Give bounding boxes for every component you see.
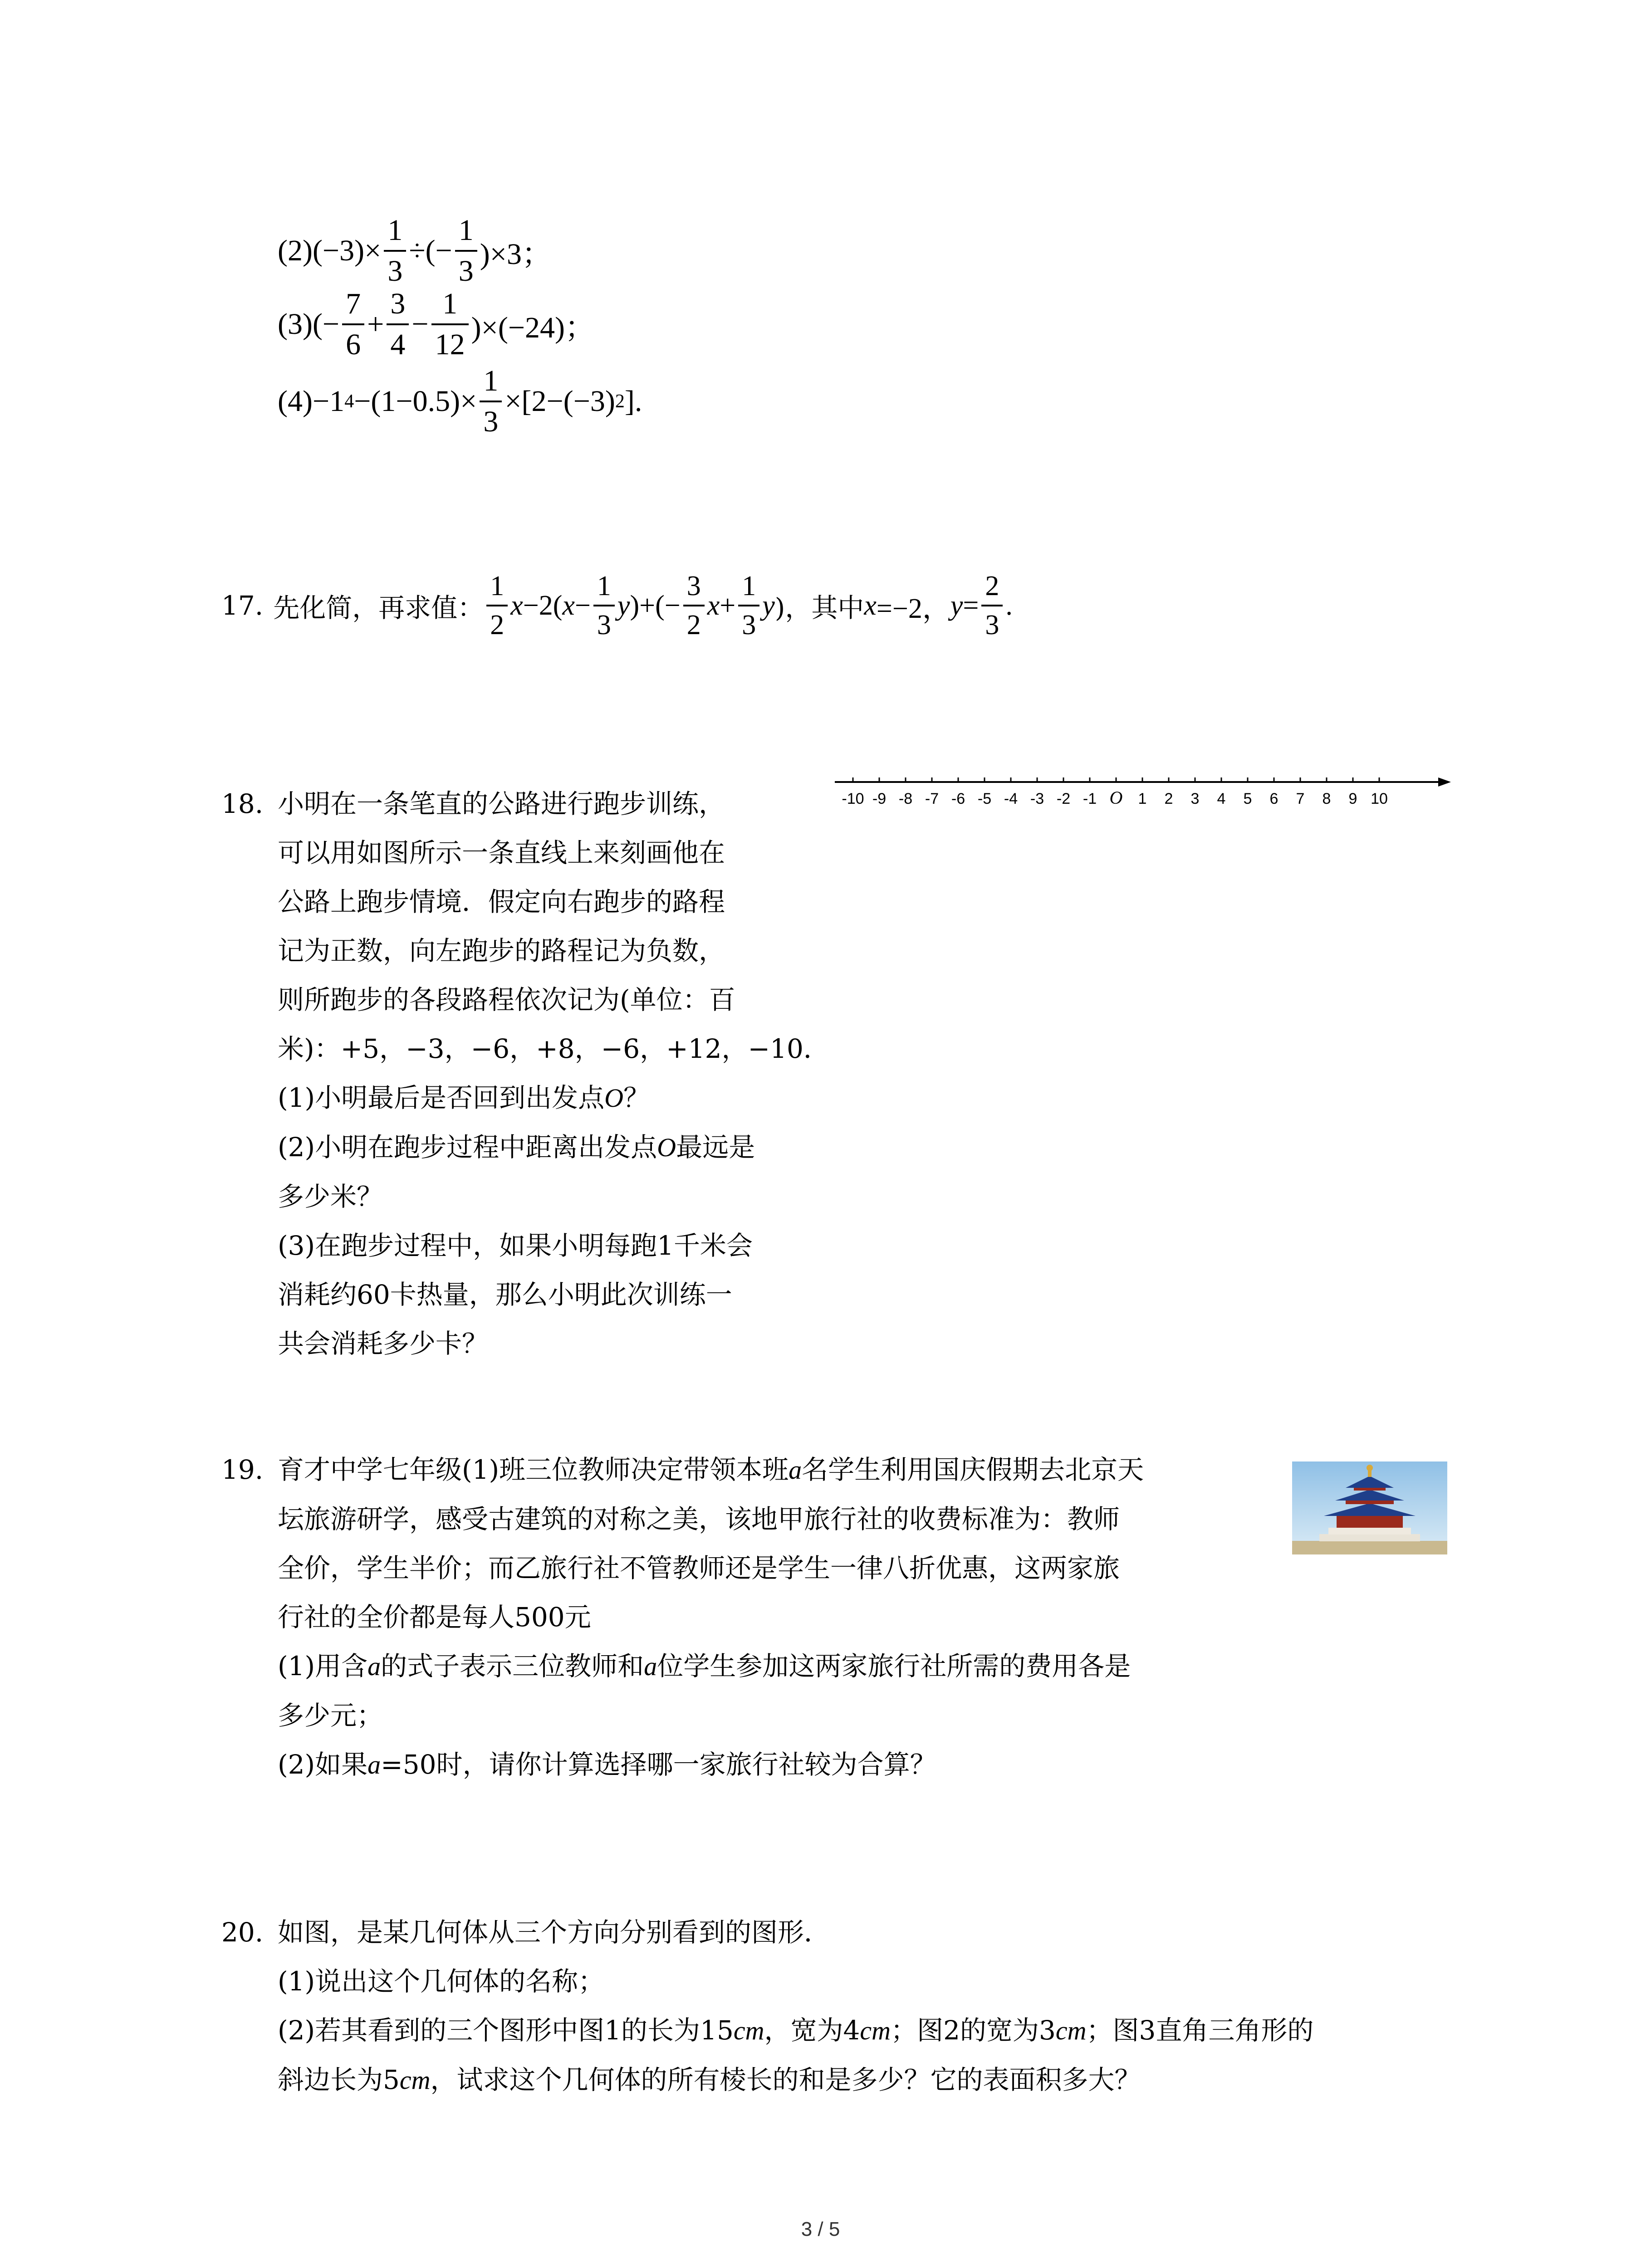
sub-text: (1)小明最后是否回到出发点 <box>278 1082 605 1113</box>
expr-text: − <box>411 308 429 341</box>
fraction <box>593 572 615 639</box>
numerator: 3 <box>390 287 406 320</box>
expr-text: ×[2−(−3) <box>505 385 615 418</box>
denominator: 3 <box>738 605 759 639</box>
unit-cm: cm <box>1055 2016 1087 2045</box>
expr-text: −2( <box>523 590 563 621</box>
q19-line-1 <box>278 1445 1276 1495</box>
variable-x: x <box>707 590 720 621</box>
q18-line: 可以用如图所示一条直线上来刻画他在 <box>278 837 725 868</box>
expr-text: )，其中 <box>774 592 864 623</box>
variable-a: a <box>789 1455 802 1485</box>
unit-cm: cm <box>399 2065 431 2095</box>
expr-text: (2)(−3)× <box>278 234 382 267</box>
sub-text: (2)小明在跑步过程中距离出发点 <box>278 1132 657 1163</box>
denominator: 3 <box>981 605 1003 639</box>
numerator: 1 <box>490 571 505 601</box>
q19-body <box>278 1445 1276 1789</box>
q18-sub3-line: 消耗约60卡热量，那么小明此次训练一 <box>278 1279 732 1310</box>
fraction <box>738 572 759 639</box>
point-o: O <box>604 1083 624 1113</box>
denominator: 3 <box>384 250 406 286</box>
number-line-tick-label: 3 <box>1190 790 1200 807</box>
exponent: 4 <box>344 391 354 412</box>
q18-line: 米)：+5，−3，−6，+8，−6，+12，−10． <box>278 1033 830 1064</box>
q18-line: 记为正数，向左跑步的路程记为负数， <box>278 935 725 966</box>
fraction <box>455 215 477 286</box>
temple-of-heaven-image <box>1292 1461 1447 1554</box>
q19-line-2: 坛旅游研学，感受古建筑的对称之美，该地甲旅行社的收费标准为：教师 <box>278 1504 1120 1535</box>
variable-y: y <box>762 590 775 621</box>
expr-text: − <box>574 590 591 621</box>
q18-sub3-line: 共会消耗多少卡？ <box>278 1328 489 1359</box>
numerator: 1 <box>387 214 403 247</box>
fraction <box>683 572 705 639</box>
numerator: 1 <box>458 214 474 247</box>
q20-text: ，试求这个几何体的所有棱长的和是多少？它的表面积多大？ <box>430 2064 1141 2095</box>
number-line-tick-label: -1 <box>1083 790 1097 807</box>
q19-text: =50时，请你计算选择哪一家旅行社较为合算？ <box>381 1749 936 1780</box>
number-line-tick-label: O <box>1109 787 1123 808</box>
expr-text: =−2， <box>876 593 950 624</box>
number-line-tick-label: -4 <box>1004 790 1018 807</box>
point-o: O <box>657 1133 676 1162</box>
denominator: 12 <box>431 323 469 360</box>
q18-line: 则所跑步的各段路程依次记为(单位：百 <box>278 984 735 1015</box>
q19-number: 19. <box>221 1454 264 1485</box>
q16-part2 <box>278 214 552 288</box>
q19-text: 位学生参加这两家旅行社所需的费用各是 <box>657 1651 1131 1681</box>
number-line-tick-label: 10 <box>1371 790 1388 807</box>
numerator: 1 <box>597 571 611 601</box>
variable-x: x <box>864 590 877 621</box>
q20-line-1: 如图，是某几何体从三个方向分别看到的图形． <box>278 1917 831 1948</box>
q19-line-6: 多少元； <box>278 1700 383 1731</box>
q18-sub3-line: (3)在跑步过程中，如果小明每跑1千米会 <box>278 1230 753 1261</box>
q18-sub2-cont: 多少米？ <box>278 1181 383 1212</box>
q19-text: 名学生利用国庆假期去北京天 <box>802 1454 1144 1485</box>
number-line-tick-label: -6 <box>951 790 965 807</box>
q20-line-4 <box>278 2055 1475 2105</box>
denominator: 3 <box>455 250 477 286</box>
q20-text: 斜边长为5 <box>278 2064 400 2095</box>
q18-number: 18. <box>221 788 264 819</box>
question-intro: 先化简，再求值： <box>273 592 484 623</box>
expr-text: −(1−0.5)× <box>354 385 477 418</box>
number-line-tick-label: 9 <box>1348 790 1357 807</box>
q18-line: 小明在一条笔直的公路进行跑步训练， <box>278 788 725 819</box>
number-line-tick-label: -8 <box>898 790 913 807</box>
expr-text: . <box>1005 590 1013 621</box>
denominator: 4 <box>387 323 409 360</box>
q19-line-5 <box>278 1642 1276 1691</box>
denominator: 6 <box>342 323 364 360</box>
variable-a: a <box>367 1750 381 1779</box>
number-line-tick-label: 2 <box>1164 790 1173 807</box>
q19-line-4: 行社的全价都是每人500元 <box>278 1602 591 1633</box>
q18-body <box>278 779 831 1368</box>
number-line-tick-label: -2 <box>1056 790 1071 807</box>
q19-line-7 <box>278 1740 1276 1789</box>
expr-text: + <box>720 590 736 621</box>
expr-text: ]. <box>624 385 642 418</box>
numerator: 7 <box>346 287 361 320</box>
q16-part3 <box>278 287 595 361</box>
fraction <box>431 289 469 360</box>
q20-text: (2)若其看到的三个图形中图1的长为15 <box>278 2015 734 2046</box>
expr-text: )×3； <box>480 237 552 271</box>
q19-text: 的式子表示三位教师和 <box>381 1651 644 1681</box>
denominator: 2 <box>486 605 508 639</box>
q20-line-2: (1)说出这个几何体的名称； <box>278 1966 605 1997</box>
q20-text: ，宽为4 <box>764 2015 860 2046</box>
expr-text: )+(− <box>630 590 681 621</box>
question-number: 17. <box>221 590 264 621</box>
fraction <box>387 289 409 360</box>
numerator: 1 <box>742 571 756 601</box>
exponent: 2 <box>615 391 625 412</box>
number-line-tick-label: 8 <box>1322 790 1331 807</box>
q18-sub1 <box>278 1073 831 1123</box>
number-line-tick-label: -7 <box>925 790 939 807</box>
variable-y: y <box>950 590 963 621</box>
variable-a: a <box>644 1652 657 1681</box>
q18-sub2 <box>278 1123 831 1172</box>
fraction <box>981 572 1003 639</box>
variable-y: y <box>617 590 630 621</box>
fraction <box>384 215 406 286</box>
number-line-figure <box>835 767 1461 816</box>
number-line-tick-label: 6 <box>1269 790 1279 807</box>
q20-body <box>278 1908 1475 2105</box>
unit-cm: cm <box>733 2016 764 2045</box>
page-number: 3 / 5 <box>801 2218 840 2240</box>
q17 <box>221 569 1013 642</box>
number-line-tick-label: 5 <box>1243 790 1252 807</box>
number-line-tick-label: 4 <box>1217 790 1226 807</box>
numerator: 3 <box>686 571 701 601</box>
expr-text: = <box>963 590 979 621</box>
q19-text: 育才中学七年级(1)班三位教师决定带领本班 <box>278 1454 789 1485</box>
number-line-tick-label: -10 <box>842 790 864 807</box>
unit-cm: cm <box>860 2016 891 2045</box>
variable-x: x <box>562 590 575 621</box>
q20-text: ；图3直角三角形的 <box>1086 2015 1314 2046</box>
expr-text: + <box>367 308 384 341</box>
sub-text: ？ <box>623 1082 650 1113</box>
denominator: 3 <box>480 401 502 437</box>
q19-text: (2)如果 <box>278 1749 368 1780</box>
number-line-tick-label: -5 <box>977 790 992 807</box>
expr-text: ÷(− <box>409 234 452 267</box>
fraction <box>486 572 508 639</box>
number-line-tick-label: 7 <box>1296 790 1305 807</box>
variable-a: a <box>367 1652 381 1681</box>
q16-part4 <box>278 364 642 438</box>
expr-text: (4)−1 <box>278 385 345 418</box>
q19-line-3: 全价，学生半价；而乙旅行社不管教师还是学生一律八折优惠，这两家旅 <box>278 1553 1120 1584</box>
sub-text: 最远是 <box>676 1132 755 1163</box>
denominator: 2 <box>683 605 705 639</box>
expr-text: )×(−24)； <box>471 311 595 344</box>
denominator: 3 <box>593 605 615 639</box>
number-line-arrow-icon <box>1438 777 1451 787</box>
q20-line-3 <box>278 2006 1475 2055</box>
numerator: 1 <box>483 364 499 397</box>
q20-text: ；图2的宽为3 <box>891 2015 1056 2046</box>
q19-text: (1)用含 <box>278 1651 368 1681</box>
fraction <box>342 289 364 360</box>
numerator: 2 <box>985 571 999 601</box>
variable-x: x <box>510 590 523 621</box>
fraction <box>480 366 502 437</box>
number-line-tick-label: 1 <box>1138 790 1147 807</box>
expr-text: (3)(− <box>278 308 340 341</box>
number-line-tick-label: -9 <box>872 790 887 807</box>
number-line-tick-label: -3 <box>1030 790 1044 807</box>
q18-line: 公路上跑步情境．假定向右跑步的路程 <box>278 886 725 917</box>
q20-number: 20. <box>221 1917 264 1948</box>
numerator: 1 <box>442 287 458 320</box>
